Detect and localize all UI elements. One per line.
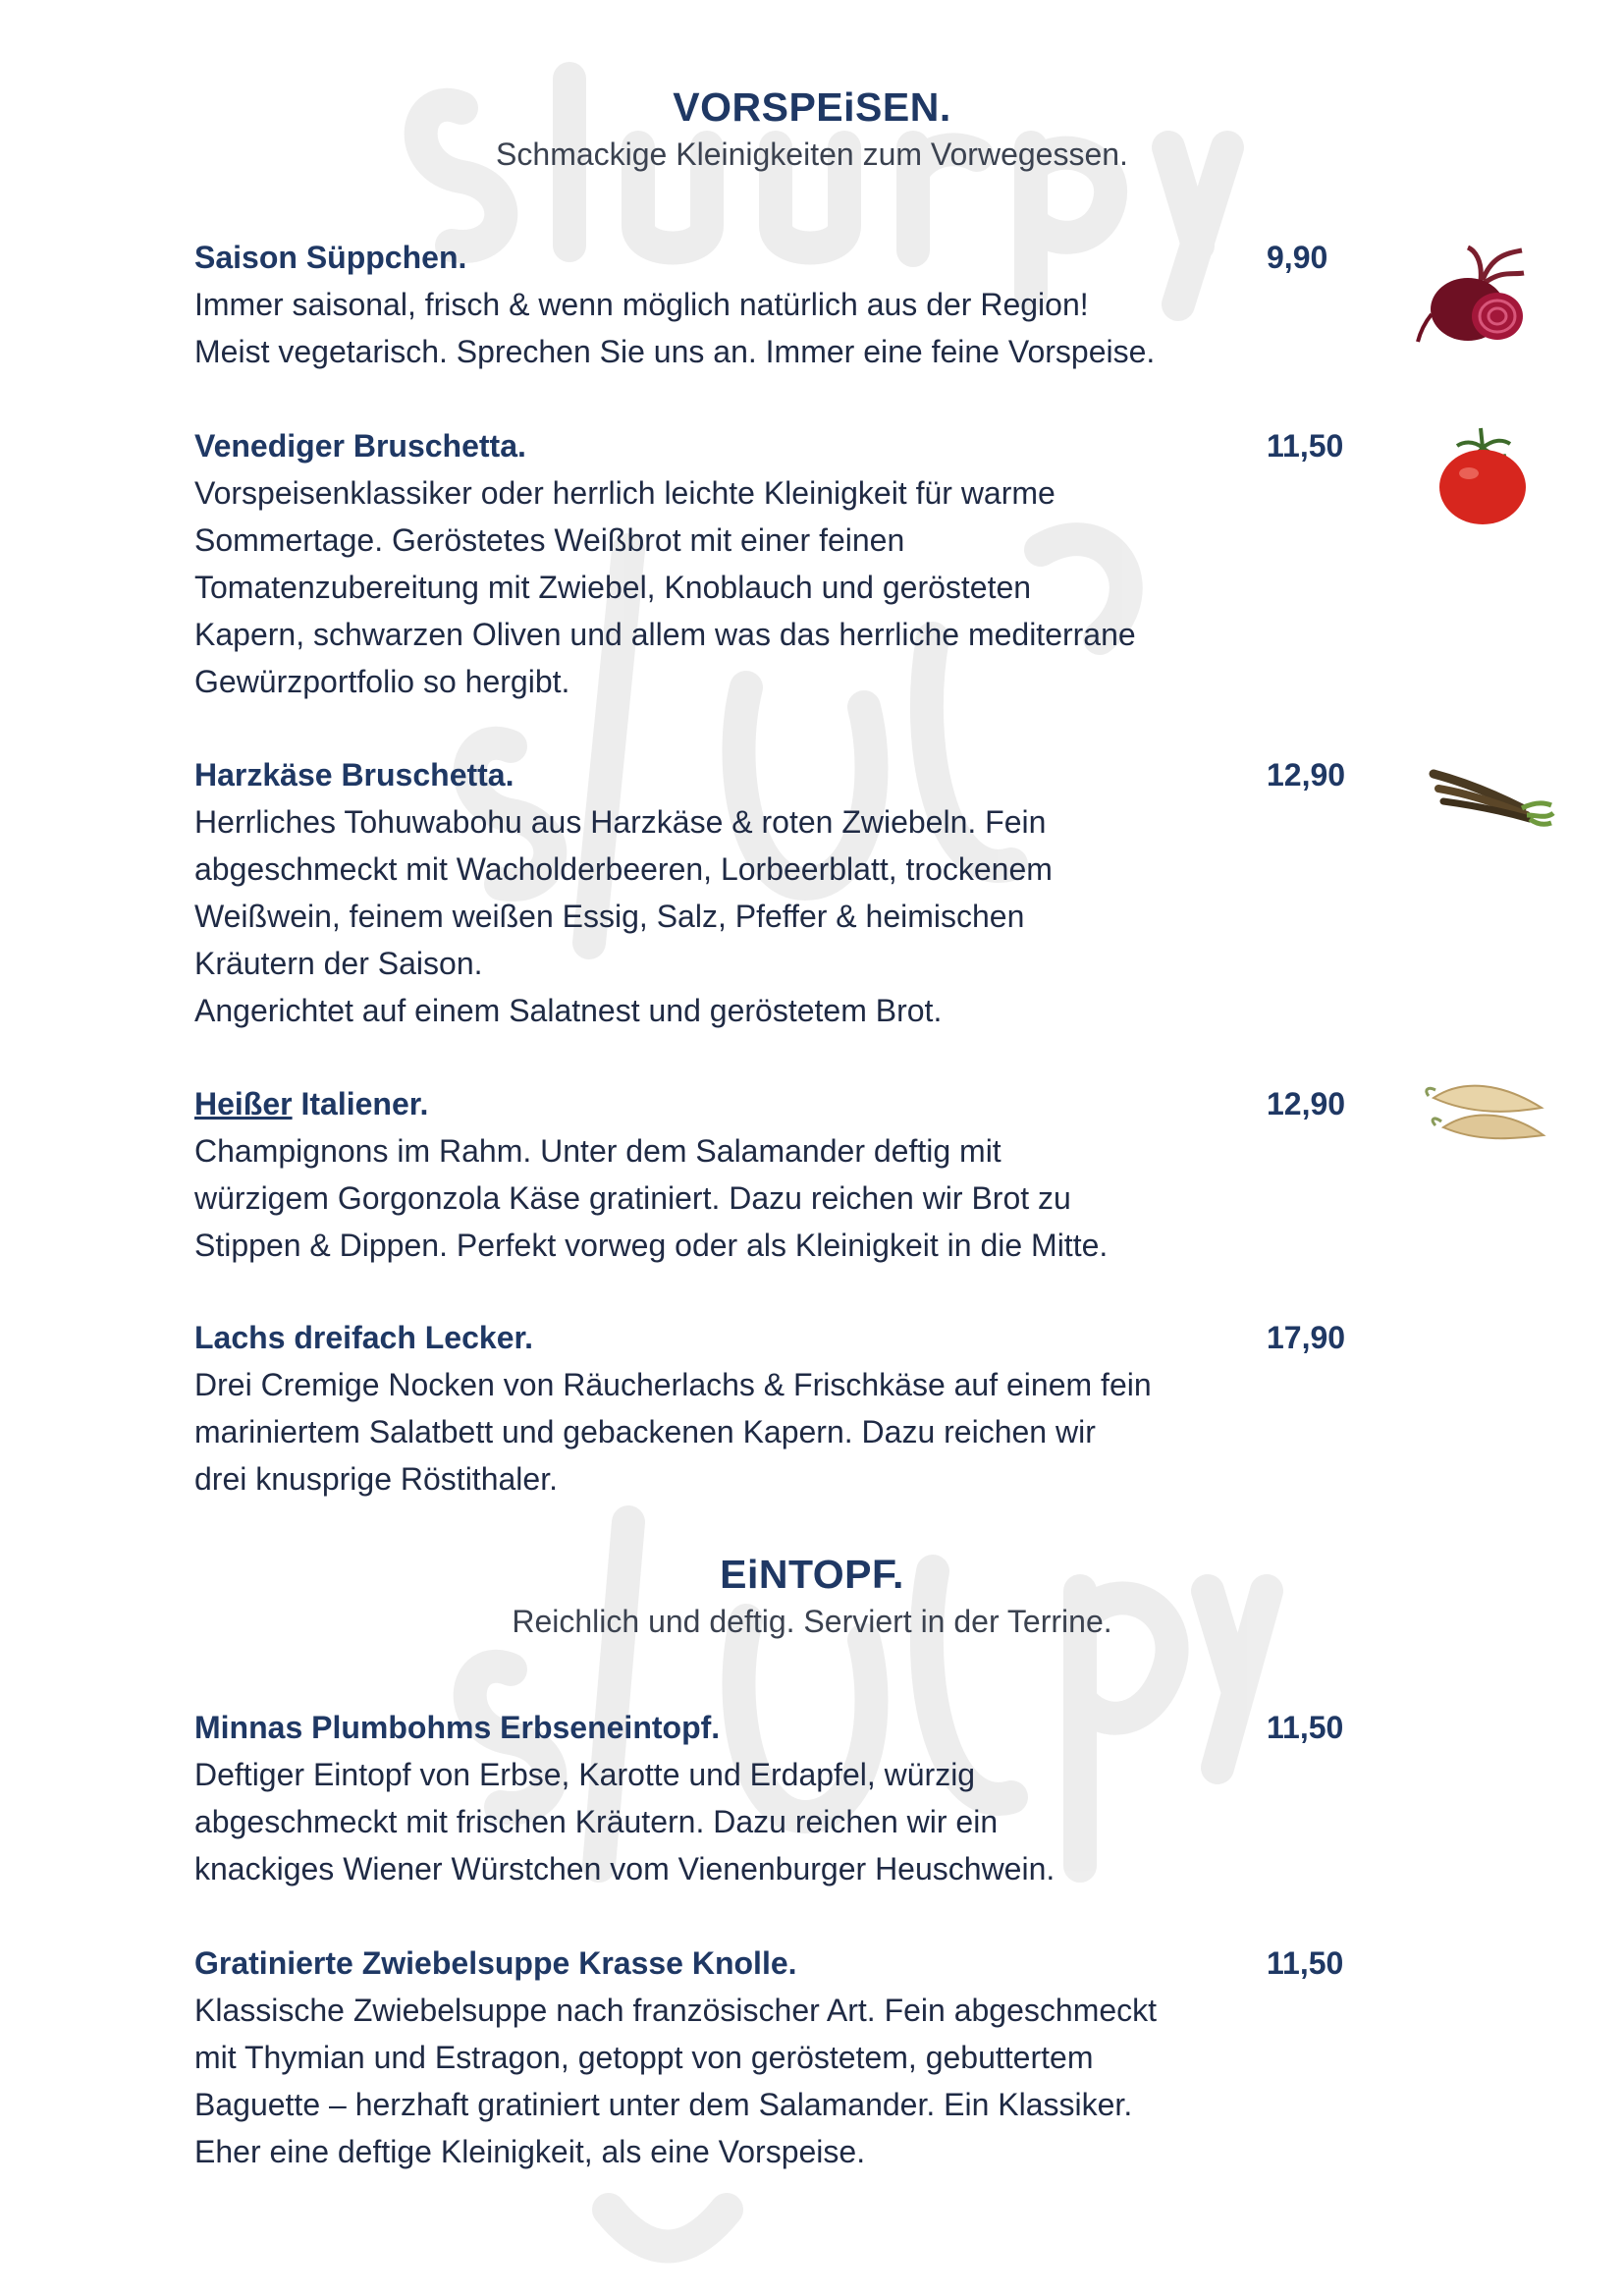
menu-item-name: Venediger Bruschetta. (194, 428, 526, 464)
menu-item-price: 11,50 (1267, 428, 1344, 464)
menu-item-price: 17,90 (1267, 1320, 1346, 1355)
menu-item (194, 1940, 1274, 2175)
menu-item-description: Klassische Zwiebelsuppe nach französischer Art. Fein abgeschmeckt mit Thymian und Estragon, getoppt von geröstetem, gebuttertem Baguette – herzhaft gratiniert unter dem Salamander. Ein Klassiker. Eher eine deftige Kleinigkeit, als eine Vorspeise. (194, 1993, 1158, 2169)
menu-item-name-underlined: Heißer (194, 1086, 293, 1121)
menu-item-name: Harzkäse Bruschetta. (194, 757, 514, 793)
section-header (0, 84, 1624, 173)
menu-item-description: Champignons im Rahm. Unter dem Salamander deftig mit würzigem Gorgonzola Käse gratiniert. Dazu reichen wir Brot zu Stippen & Dippen. Perfekt vorweg oder als Kleinigkeit in die Mitte. (194, 1133, 1109, 1263)
menu-item-name: Lachs dreifach Lecker. (194, 1320, 534, 1355)
menu-item-name: Gratinierte Zwiebelsuppe Krasse Knolle. (194, 1945, 797, 1981)
menu-item-price: 11,50 (1267, 1710, 1344, 1745)
menu-item (194, 234, 1274, 375)
section-header (0, 1552, 1624, 1640)
menu-item-price: 9,90 (1267, 240, 1328, 275)
menu-item (194, 751, 1274, 1034)
menu-item (194, 1314, 1274, 1503)
menu-item (194, 1080, 1274, 1269)
section-title: VORSPEiSEN. (673, 84, 951, 130)
section-subtitle: Reichlich und deftig. Serviert in der Terrine. (512, 1604, 1112, 1639)
menu-item-price: 11,50 (1267, 1945, 1344, 1981)
menu-item-price: 12,90 (1267, 1086, 1346, 1121)
menu-item-name: Minnas Plumbohms Erbseneintopf. (194, 1710, 721, 1745)
menu-item-name: Saison Süppchen. (194, 240, 467, 275)
beetroot-icon (1414, 246, 1532, 358)
menu-item (194, 1704, 1274, 1892)
menu-item-description: Immer saisonal, frisch & wenn möglich natürlich aus der Region! Meist vegetarisch. Sprechen Sie uns an. Immer eine feine Vorspeise. (194, 287, 1156, 369)
tomato-icon (1434, 420, 1532, 533)
menu-item-description: Herrliches Tohuwabohu aus Harzkäse & roten Zwiebeln. Fein abgeschmeckt mit Wacholderbeeren, Lorbeerblatt, trockenem Weißwein, feinem weißen Essig, Salz, Pfeffer & heimischen Kräutern der Saison. Angerichtet auf einem Salatnest und geröstetem Brot. (194, 804, 1053, 1028)
section-subtitle: Schmackige Kleinigkeiten zum Vorwegessen. (496, 137, 1128, 172)
menu-item (194, 422, 1274, 705)
menu-item-description: Deftiger Eintopf von Erbse, Karotte und Erdapfel, würzig abgeschmeckt mit frischen Kräutern. Dazu reichen wir ein knackiges Wiener Würstchen vom Vienenburger Heuschwein. (194, 1757, 1056, 1886)
menu-item-price: 12,90 (1267, 757, 1346, 793)
menu-item-description: Drei Cremige Nocken von Räucherlachs & Frischkäse auf einem fein mariniertem Salatbett und gebackenen Kapern. Dazu reichen wir drei knusprige Röstithaler. (194, 1367, 1152, 1497)
section-title: EiNTOPF. (720, 1552, 904, 1597)
menu-item-name-rest: Italiener. (292, 1086, 429, 1121)
menu-item-description: Vorspeisenklassiker oder herrlich leichte Kleinigkeit für warme Sommertage. Geröstetes Weißbrot mit einer feinen Tomatenzubereitung mit Zwiebel, Knoblauch und gerösteten Kapern, schwarzen Oliven und allem was das herrliche mediterrane Gewürzportfolio so hergibt. (194, 475, 1136, 699)
parsnip-icon (1424, 1068, 1551, 1162)
menu-item-name (194, 1080, 1274, 1127)
salsify-icon (1424, 754, 1561, 838)
